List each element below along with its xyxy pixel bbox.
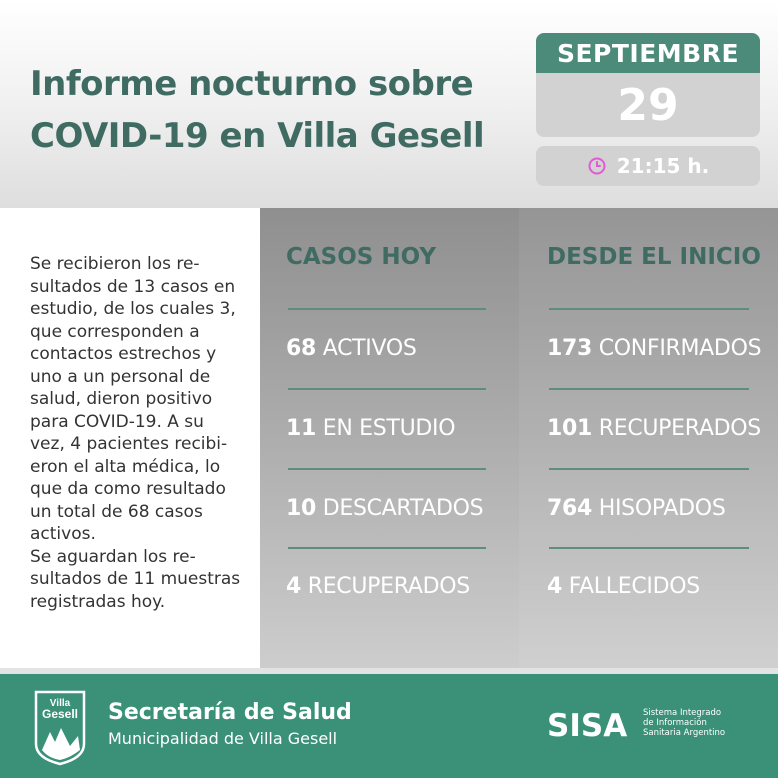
stats-panel <box>260 208 778 668</box>
title-line-1: Informe nocturno sobre <box>30 64 474 104</box>
stat-label: RECUPERADOS <box>598 416 761 441</box>
today-stat <box>260 416 519 441</box>
since-start-stat <box>519 496 778 521</box>
stat-number: 68 <box>286 336 317 361</box>
report-line: vez, 4 pacientes recibi- <box>30 434 228 454</box>
report-line: sultados de 13 casos en <box>30 276 236 297</box>
logo-text-line-2: Gesell <box>41 707 79 721</box>
sisa-line: Sistema Integrado <box>643 708 722 718</box>
report-line: que corresponden a <box>30 321 200 342</box>
divider <box>288 308 486 310</box>
report-line: estudio, de los cuales 3, <box>30 299 236 319</box>
sisa-logo-text: SISA <box>547 708 628 741</box>
report-line: activos. <box>30 524 96 544</box>
divider <box>549 468 749 470</box>
report-panel <box>0 208 260 668</box>
footer-divider <box>0 668 778 674</box>
stat-label: ACTIVOS <box>322 336 417 361</box>
report-line: Se aguardan los re- <box>30 546 196 567</box>
since-start-stat <box>519 336 778 361</box>
divider <box>288 388 486 390</box>
time-badge <box>536 146 760 186</box>
report-line: uno a un personal de <box>30 366 211 387</box>
villa-gesell-logo <box>30 688 90 766</box>
month-badge: SEPTIEMBRE <box>536 33 760 73</box>
title-line-2: COVID-19 en Villa Gesell <box>30 116 485 156</box>
today-column <box>260 208 519 668</box>
stat-label: DESCARTADOS <box>322 496 484 521</box>
stat-number: 764 <box>547 496 593 521</box>
divider <box>288 468 486 470</box>
report-line: contactos estrechos y <box>30 344 217 364</box>
stat-label: EN ESTUDIO <box>322 416 456 441</box>
report-line: salud, dieron positivo <box>30 389 213 409</box>
sisa-line: de Información <box>643 718 707 728</box>
report-line: eron el alta médica, lo <box>30 456 221 477</box>
stat-label: FALLECIDOS <box>568 574 700 599</box>
day-badge: 29 <box>536 73 760 137</box>
stat-number: 11 <box>286 416 317 441</box>
stat-label: HISOPADOS <box>598 496 726 521</box>
logo-text-line-1: Villa <box>49 698 71 709</box>
report-line: sultados de 11 muestras <box>30 569 241 589</box>
stat-number: 4 <box>547 574 563 599</box>
report-line: registradas hoy. <box>30 591 166 612</box>
since-start-stat <box>519 416 778 441</box>
since-start-stat <box>519 574 778 599</box>
stat-number: 101 <box>547 416 593 441</box>
divider <box>549 547 749 549</box>
divider <box>549 388 749 390</box>
today-stat <box>260 496 519 521</box>
today-stat <box>260 336 519 361</box>
report-text <box>30 253 255 613</box>
stat-label: CONFIRMADOS <box>598 336 762 361</box>
clock-icon <box>587 156 607 176</box>
report-line: un total de 68 casos <box>30 501 203 522</box>
sisa-description <box>643 708 725 738</box>
since-start-column <box>519 208 778 668</box>
since-start-heading: DESDE EL INICIO <box>547 244 761 270</box>
stat-number: 4 <box>286 574 302 599</box>
report-line: que da como resultado <box>30 479 226 499</box>
secretaria-subtitle: Municipalidad de Villa Gesell <box>108 729 338 748</box>
today-stat <box>260 574 519 599</box>
divider <box>288 547 486 549</box>
stat-label: RECUPERADOS <box>307 574 470 599</box>
report-line: Se recibieron los re- <box>30 254 200 274</box>
time-text: 21:15 h. <box>616 154 710 178</box>
sisa-line: Sanitaria Argentino <box>643 728 726 738</box>
stat-number: 10 <box>286 496 317 521</box>
divider <box>549 308 749 310</box>
stat-number: 173 <box>547 336 593 361</box>
sisa-logo <box>547 707 637 741</box>
secretaria-title: Secretaría de Salud <box>108 700 352 725</box>
page-title <box>30 58 520 162</box>
today-heading: CASOS HOY <box>286 244 437 270</box>
report-line: para COVID-19. A su <box>30 411 204 432</box>
